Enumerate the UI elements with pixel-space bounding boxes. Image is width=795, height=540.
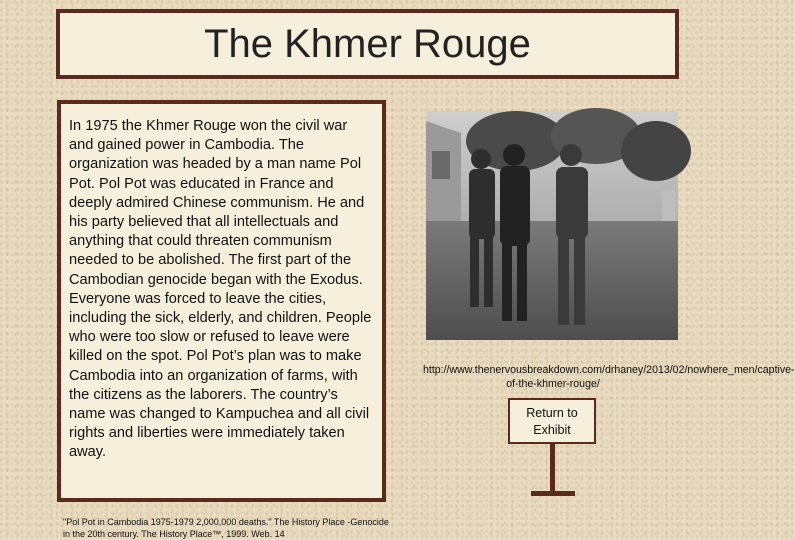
image-source-url: http://www.thenervousbreakdown.com/drhaney/2013/02/nowhere_men/captive-of-the-khmer-rouge/ bbox=[423, 364, 795, 390]
title-box bbox=[56, 9, 679, 79]
body-text: In 1975 the Khmer Rouge won the civil war and gained power in Cambodia. The organization was headed by a man name Pol Pot. Pol Pot was educated in France and deeply admired Chinese communism. He and his party believed that all intellectuals and anything that could threaten communism needed to be abolished. The first part of the Cambodian genocide began with the Exodus. Everyone was forced to leave the cities, including the sick, elderly, and children. People who were too slow or refused to leave were killed on the spot. Pol Pot’s plan was to make Cambodia into an organization of farms, with the citizens as the laborers. The country’s name was changed to Kampuchea and all civil rights and liberties were immediately taken away. bbox=[69, 118, 372, 461]
historical-photo bbox=[426, 111, 678, 340]
page-title: The Khmer Rouge bbox=[204, 21, 531, 66]
connector-stem bbox=[550, 444, 555, 494]
body-text-box bbox=[57, 100, 386, 502]
citation-text: "Pol Pot in Cambodia 1975-1979 2,000,000 deaths." The History Place -Genocide in the 20th century. The History Place™, 1999. Web. 14 bbox=[63, 517, 389, 539]
photo-illustration bbox=[426, 111, 678, 340]
return-button-line1: Return to bbox=[526, 406, 578, 420]
return-to-exhibit-button[interactable] bbox=[508, 398, 596, 444]
return-button-line2: Exhibit bbox=[533, 423, 571, 437]
connector-base bbox=[531, 491, 575, 496]
